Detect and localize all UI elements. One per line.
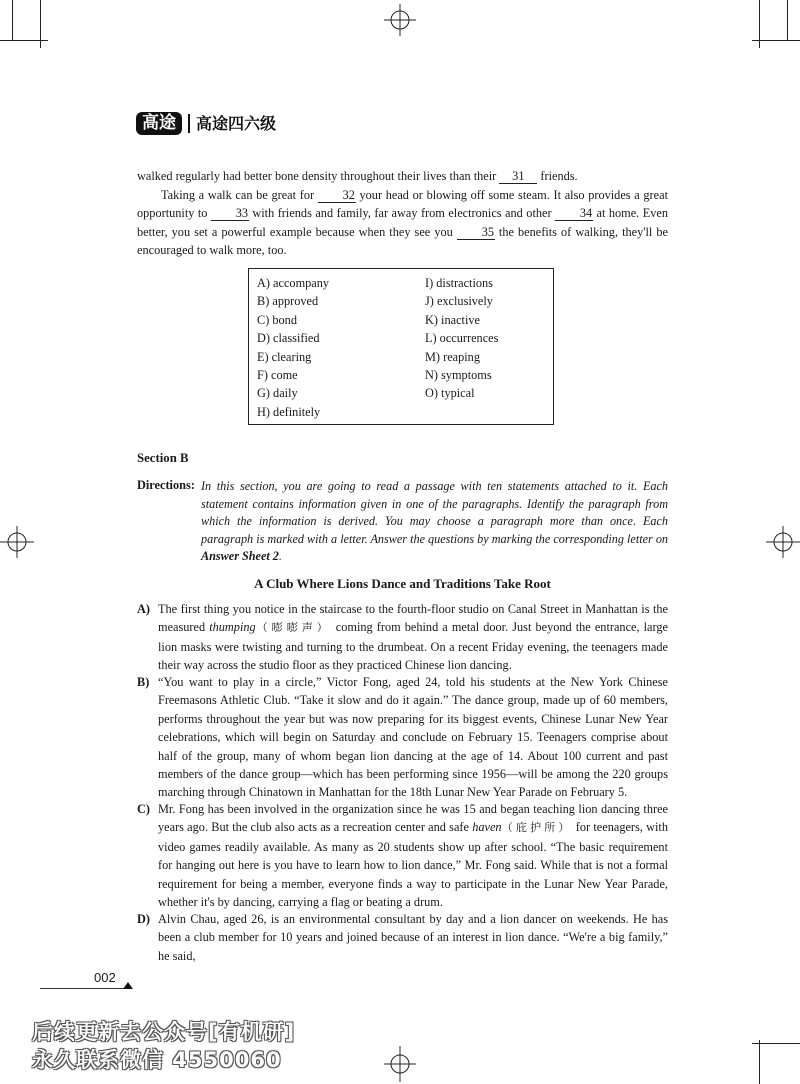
word-option: M) reaping — [425, 349, 480, 364]
directions-label: Directions: — [137, 478, 195, 492]
paragraph-label-d: D) — [137, 912, 150, 926]
registration-mark-bottom — [384, 1046, 416, 1082]
blank-31: 31 — [499, 169, 537, 184]
page-number: 002 — [94, 970, 116, 985]
paragraph-label-b: B) — [137, 675, 150, 689]
cloze-text: friends. — [537, 169, 578, 183]
word-option: J) exclusively — [425, 294, 493, 309]
cloze-text: at home. Even better, you set a powerful example because when they see you — [137, 206, 668, 239]
gloss: （嘭嘭声） — [255, 621, 332, 635]
cloze-line-31 — [137, 167, 668, 185]
paragraph-c — [158, 800, 668, 911]
watermark-line-1: 后续更新去公众号[有机研] — [32, 1020, 296, 1044]
crop-mark-br-h — [752, 1043, 800, 1044]
word-option: I) distractions — [425, 276, 493, 290]
registration-mark-right — [766, 526, 800, 558]
cloze-text: with friends and family, far away from electronics and other — [248, 206, 556, 221]
directions-end: . — [278, 549, 282, 564]
word-option: H) definitely — [257, 404, 321, 419]
brand-logo: 高途 — [136, 112, 182, 135]
glossed-term: thumping — [209, 620, 256, 635]
word-option: A) accompany — [257, 276, 330, 290]
directions-text — [201, 478, 668, 566]
word-option: N) symptoms — [425, 368, 492, 382]
crop-mark-br-v — [759, 1040, 760, 1084]
section-title: Section B — [137, 451, 189, 465]
registration-mark-left — [0, 526, 34, 558]
answer-sheet-ref: Answer Sheet 2 — [201, 549, 279, 564]
paragraph-a — [158, 600, 668, 675]
paragraph-text: coming from behind a metal door. Just beyond the entrance, large lion masks were twisting and turning to the drumbeat. On a recent Friday evening, the teenagers made their way across the studio floor as they practiced Chinese lion dancing. — [158, 620, 668, 673]
gloss: （庇护所） — [501, 821, 573, 835]
blank-33: 33 — [211, 206, 249, 221]
cloze-text: Taking a walk can be great for — [161, 188, 318, 202]
crop-mark-tr-v2 — [787, 0, 788, 40]
crop-mark-tr-h — [752, 40, 800, 41]
brand-title: 高途四六级 — [196, 114, 277, 133]
paragraph-text: Mr. Fong has been involved in the organization since he was 15 and began teaching lion dancing three years ago. But the club also acts as a recreation center and safe — [158, 802, 668, 835]
blank-35: 35 — [457, 225, 495, 240]
passage-title: A Club Where Lions Dance and Traditions Take Root — [254, 576, 551, 591]
watermark-line-2: 永久联系微信 4550060 — [32, 1048, 282, 1072]
cloze-text: walked regularly had better bone density throughout their lives than their — [137, 169, 500, 183]
word-option: K) inactive — [425, 312, 480, 327]
cloze-paragraph — [137, 186, 668, 260]
header-divider — [188, 114, 190, 133]
word-option: D) classified — [257, 331, 320, 346]
word-option: G) daily — [257, 386, 298, 401]
crop-mark-tl-v2 — [12, 0, 13, 40]
word-option: C) bond — [257, 312, 297, 327]
cloze-text: your head or blowing off some steam. It also provides a great opportunity to — [137, 188, 668, 221]
registration-mark-top — [384, 4, 416, 36]
paragraph-d: Alvin Chau, aged 26, is an environmental consultant by day and a lion dancer on weekends. He has been a club member for 10 years and joined because of an interest in lion dance. “We're a big family,” he said, — [158, 912, 668, 963]
blank-32: 32 — [318, 188, 356, 203]
directions-body: In this section, you are going to read a passage with ten statements attached to it. Each statement contains information given in one of the paragraphs. Identify the paragraph from which the information is derived. You may choose a paragraph more than once. Each paragraph is marked with a letter. Answer the questions by marking the corresponding letter on — [201, 479, 668, 546]
paragraph-label-c: C) — [137, 802, 150, 816]
paragraph-text: The first thing you notice in the staircase to the fourth-floor studio on Canal Street in Manhattan is the measured — [158, 602, 668, 635]
word-option: B) approved — [257, 294, 319, 309]
cloze-text: the benefits of walking, they'll be encouraged to walk more, too. — [137, 224, 668, 258]
paragraph-text: for teenagers, with video games readily available. As many as 20 students show up after school. “The basic requirement for hanging out here is you have to learn how to lion dance,” Mr. Fong said. While that is not a formal requirement for being a member, everyone finds a way to participate in the Lunar New Year Parade, whether it's by dancing, carrying a flag or beating a drum. — [158, 820, 668, 910]
blank-34: 34 — [555, 206, 593, 221]
word-option: E) clearing — [257, 349, 312, 364]
crop-mark-tl-h — [0, 40, 48, 41]
word-option: L) occurrences — [425, 331, 499, 346]
glossed-term: haven — [472, 820, 502, 835]
word-bank — [248, 268, 554, 425]
word-option: F) come — [257, 368, 298, 382]
footer-triangle-icon — [123, 982, 133, 989]
footer-rule — [40, 988, 124, 989]
word-option: O) typical — [425, 386, 475, 401]
paragraph-b: “You want to play in a circle,” Victor Fong, aged 24, told his students at the New York Chinese Freemasons Athletic Club. “Take it slow and do it again.” The dance group, made up of 60 members, performs throughout the year but was now preparing for its biggest events, Chinese Lunar New Year celebrations, which will begin on Saturday and conclude on February 15. Teenagers comprise about half of the group, many of whom began lion dancing at the age of 14. About 100 current and past members of the dance group—which has been performing since 1956—will be among the 220 groups marching through Chinatown in Manhattan for the 18th Lunar New Year Parade on February 5. — [158, 675, 668, 800]
paragraph-label-a: A) — [137, 602, 150, 616]
